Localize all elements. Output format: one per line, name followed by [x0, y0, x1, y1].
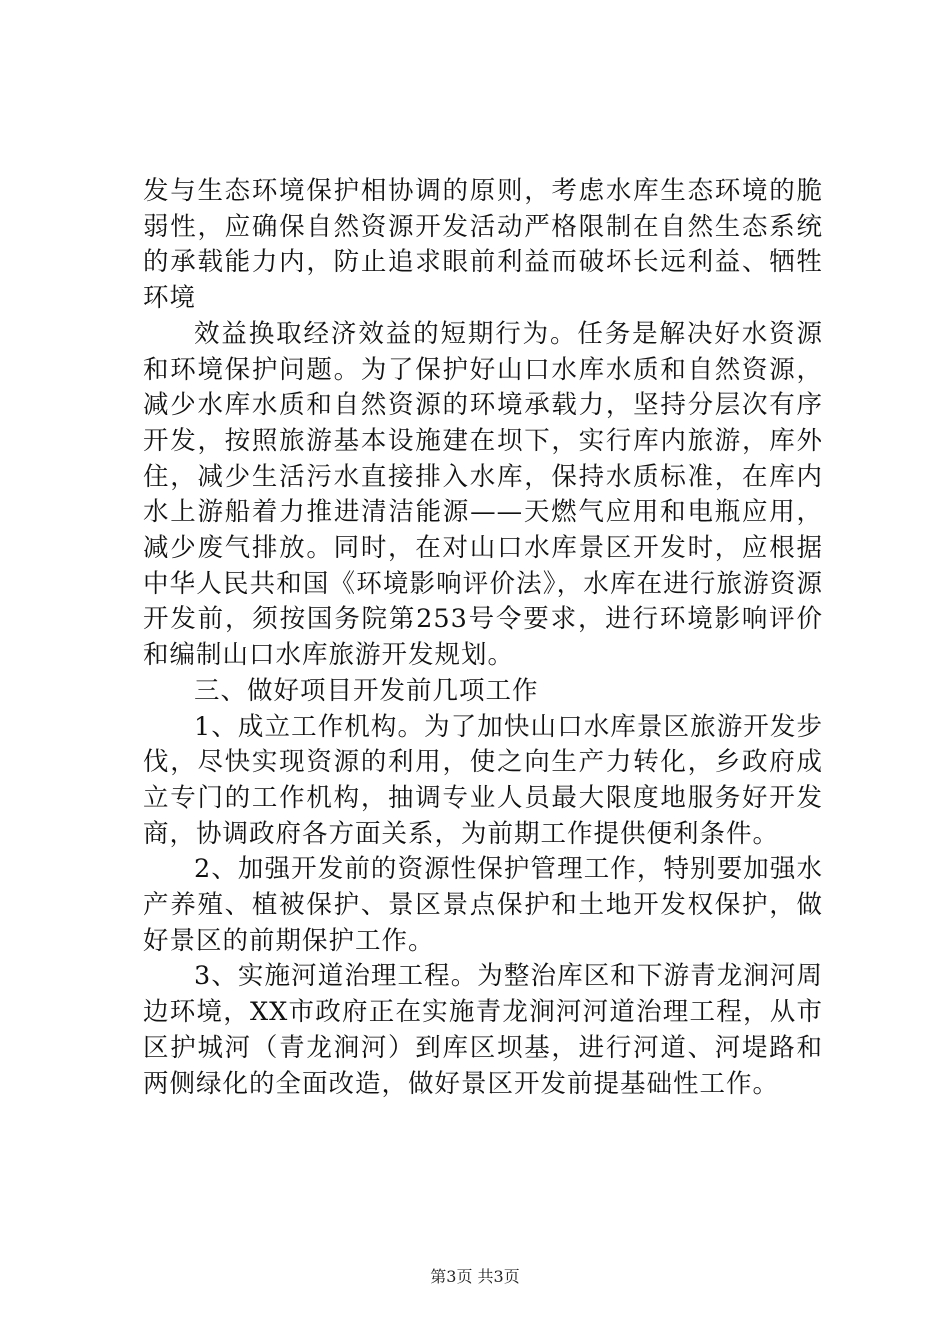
paragraph-2: 效益换取经济效益的短期行为。任务是解决好水资源和环境保护问题。为了保护好山口水库水质和自然资源，减少水库水质和自然资源的环境承载力，坚持分层次有序开发，按照旅游基本设施建在坝下，实行库内旅游，库外住，减少生活污水直接排入水库，保持水质标准，在库内水上游船着力推进清洁能源——天燃气应用和电瓶应用，减少废气排放。同时，在对山口水库景区开发时，应根据中华人民共和国《环境影响评价法》，水库在进行旅游资源开发前，须按国务院第253号令要求，进行环境影响评价和编制山口水库旅游开发规划。: [143, 318, 823, 671]
paragraph-item-2: 2、加强开发前的资源性保护管理工作，特别要加强水产养殖、植被保护、景区景点保护和土地开发权保护，做好景区的前期保护工作。: [143, 854, 823, 956]
section-heading: 三、做好项目开发前几项工作: [194, 675, 539, 706]
paragraph-1: 发与生态环境保护相协调的原则，考虑水库生态环境的脆弱性，应确保自然资源开发活动严格限制在自然生态系统的承载能力内，防止追求眼前利益而破坏长远利益、牺牲环境: [143, 176, 823, 314]
paragraph-item-3: 3、实施河道治理工程。为整治库区和下游青龙涧河周边环境，XX市政府正在实施青龙涧河河道治理工程，从市区护城河（青龙涧河）到库区坝基，进行河道、河堤路和两侧绿化的全面改造，做好景区开发前提基础性工作。: [143, 961, 823, 1099]
paragraph-item-1: 1、成立工作机构。为了加快山口水库景区旅游开发步伐，尽快实现资源的利用，使之向生产力转化，乡政府成立专门的工作机构，抽调专业人员最大限度地服务好开发商，协调政府各方面关系，为前期工作提供便利条件。: [143, 711, 823, 849]
document-body: [143, 174, 823, 1102]
page-footer: 第3页 共3页: [430, 1267, 520, 1286]
